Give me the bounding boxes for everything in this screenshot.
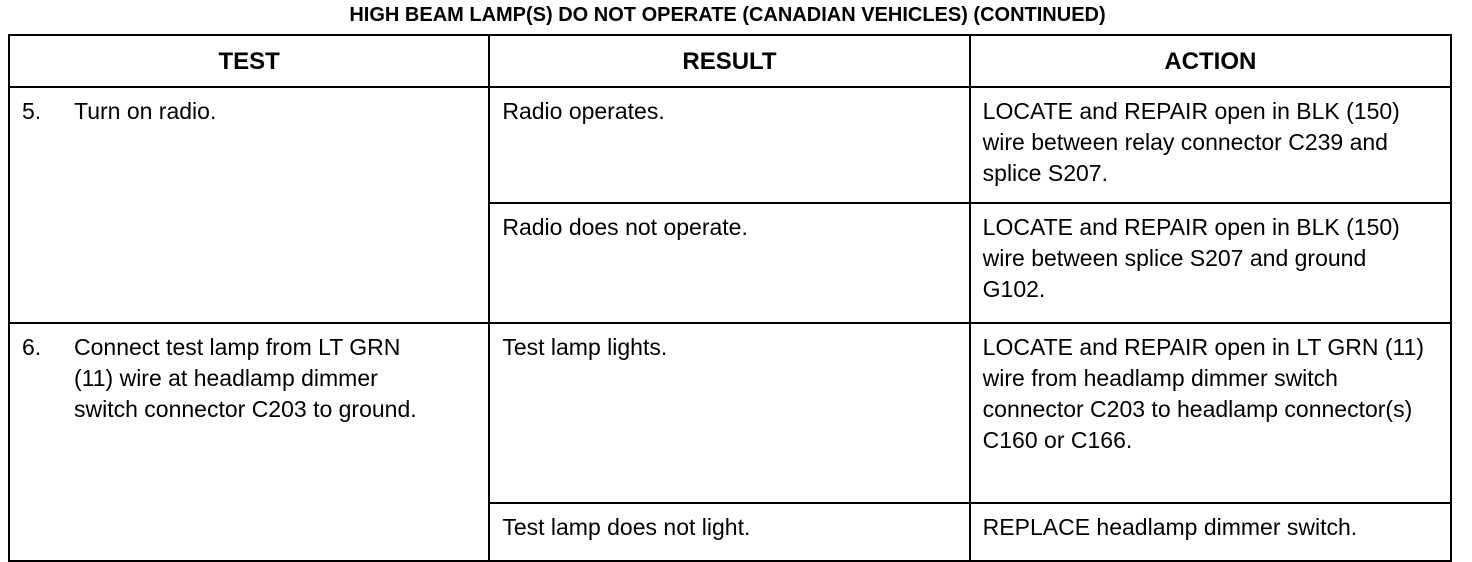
result-cell: Radio does not operate.: [489, 203, 969, 323]
action-cell: LOCATE and REPAIR open in BLK (150) wire between splice S207 and ground G102.: [970, 203, 1451, 323]
header-test: TEST: [9, 35, 489, 87]
header-result: RESULT: [489, 35, 969, 87]
result-cell: Test lamp does not light.: [489, 503, 969, 561]
test-cell-step-6: [9, 323, 489, 561]
result-cell: Radio operates.: [489, 87, 969, 203]
action-cell: LOCATE and REPAIR open in LT GRN (11) wire from headlamp dimmer switch connector C203 to headlamp connector(s) C160 or C166.: [970, 323, 1451, 503]
step-test-text: Turn on radio.: [74, 98, 217, 124]
action-cell: LOCATE and REPAIR open in BLK (150) wire between relay connector C239 and splice S207.: [970, 87, 1451, 203]
test-cell-step-5: [9, 87, 489, 323]
step-test-text: Connect test lamp from LT GRN (11) wire at headlamp dimmer switch connector C203 to ground.: [74, 334, 417, 422]
header-row: [9, 35, 1451, 87]
action-cell: REPLACE headlamp dimmer switch.: [970, 503, 1451, 561]
table-row: [9, 87, 1451, 203]
diagnostic-table: [8, 34, 1452, 562]
table-row: [9, 323, 1451, 503]
step-number: 6.: [22, 334, 42, 360]
header-action: ACTION: [970, 35, 1451, 87]
page-title: HIGH BEAM LAMP(S) DO NOT OPERATE (CANADIAN VEHICLES) (CONTINUED): [349, 4, 1106, 26]
step-number: 5.: [22, 98, 42, 124]
result-cell: Test lamp lights.: [489, 323, 969, 503]
